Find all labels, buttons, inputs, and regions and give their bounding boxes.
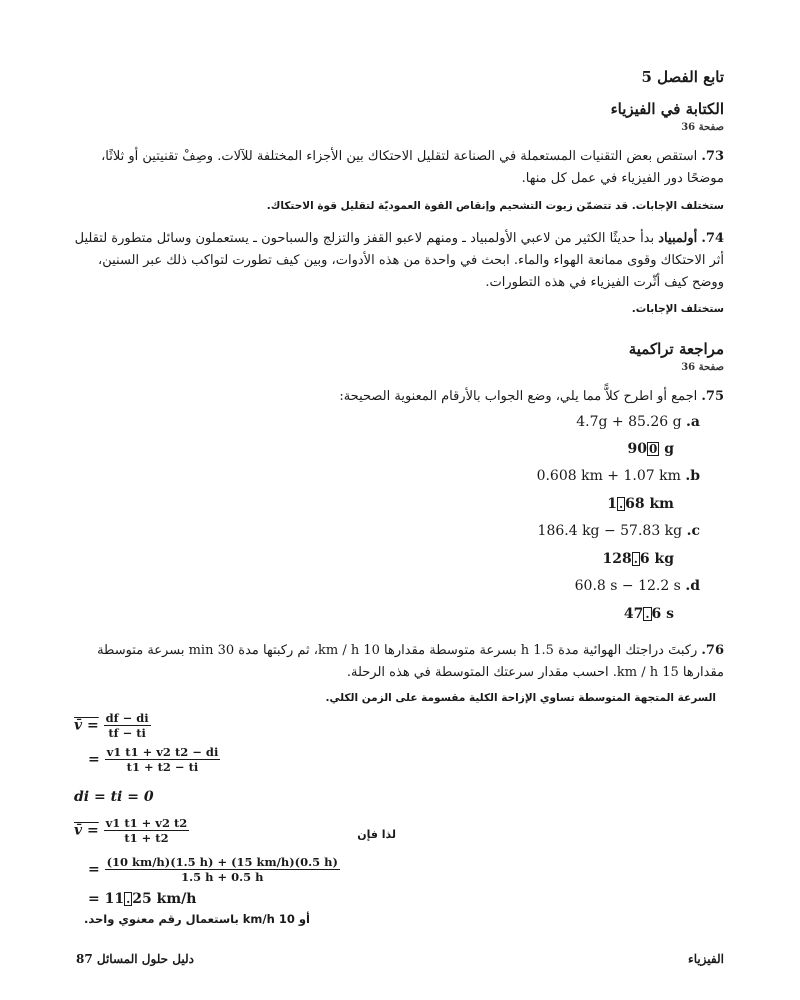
question-73 xyxy=(74,146,724,190)
part-b-expression: 0.608 km + 1.07 km .b xyxy=(536,468,700,484)
question-74 xyxy=(74,228,724,294)
so-label: لذا فإن xyxy=(357,828,396,841)
footer-subject: الفيزياء xyxy=(688,952,724,966)
part-d-expression: 60.8 s − 12.2 s .d xyxy=(574,578,700,594)
question-lead: أولمبياد xyxy=(658,231,698,246)
part-a-result: 90 0 g xyxy=(627,441,674,457)
part-c-expression: 186.4 kg − 57.83 kg .c xyxy=(537,523,700,539)
equation-2: = $\frac{v1 t1 + v2 t2 - di}{t1 + t2 - ti}$ xyxy=(88,745,219,774)
question-text: استقص بعض التقنيات المستعملة في الصناعة لتقليل الاحتكاك بين الأجزاء المختلفة للآلات. وصِفْ تقنيتين أو ثلاثًا، موضحًا دور الفيزياء في عمل كل منها. xyxy=(101,149,724,186)
part-b-result: 1 . 68 km xyxy=(607,496,674,512)
equation-6: = 11 . 25 km/h xyxy=(88,891,197,907)
page-ref-writing: صفحة 36 xyxy=(681,122,724,133)
question-number: 75. xyxy=(701,389,724,404)
question-text: ركبتَ دراجتك الهوائية مدة 1.5 h بسرعة متوسطة مقدارها 10 km / h، ثم ركبتها مدة 30 min بسرعة متوسطة مقدارها 15 km / h. احسب مقدار سرعتك المتوسطة في هذه الرحلة. xyxy=(97,643,724,680)
equation-5: = $\frac{(10 km/h)(1.5 h) + (15 km/h)(0.5 h)}{1.5 h + 0.5 h}$ xyxy=(88,855,338,884)
question-number: 73. xyxy=(701,149,724,164)
equation-1: v̄ = $\frac{df - di}{tf - ti}$ xyxy=(74,711,149,740)
chapter-header: تابع الفصل 5 xyxy=(641,68,724,86)
question-76 xyxy=(74,640,724,684)
answer-76-intro: السرعة المتجهة المتوسطة تساوي الإزاحة الكلية مقسومة على الزمن الكلي. xyxy=(325,692,716,704)
equation-4: v̄ = $\frac{v1 t1 + v2 t2}{t1 + t2}$ xyxy=(74,816,188,845)
answer-73: ستختلف الإجابات. قد تتضمّن زيوت التشحيم وإنقاص القوة العموديّة لتقليل قوة الاحتكاك. xyxy=(266,200,724,212)
part-c-result: 128 . 6 kg xyxy=(602,551,674,567)
page-ref-review: صفحة 36 xyxy=(681,362,724,373)
part-a-expression: 4.7g + 85.26 g .a xyxy=(576,414,700,430)
question-text: بدأ حديثًا الكثير من لاعبي الأولمبياد ـ ومنهم لاعبو القفز والتزلج والسباحون ـ يستعملون وسائل متطورة لتقليل أثر الاحتكاك وقوى ممانعة الهواء والماء. ابحث في واحدة من هذه الأدوات، وبين كيف تطورت لتواكب ذلك عبر السنين، ووضح كيف أثّرت الفيزياء في هذه التطورات. xyxy=(74,231,724,290)
question-text: اجمع أو اطرح كلاًّ مما يلي، وضع الجواب بالأرقام المعنوية الصحيحة: xyxy=(339,389,698,404)
equation-3: di = ti = 0 xyxy=(74,789,154,805)
answer-74: ستختلف الإجابات. xyxy=(631,303,724,315)
question-number: 76. xyxy=(701,643,724,658)
section-title-writing: الكتابة في الفيزياء xyxy=(610,100,724,118)
question-number: 74. xyxy=(701,231,724,246)
question-75 xyxy=(74,386,724,408)
footer-page-label: دليل حلول المسائل 87 xyxy=(76,952,194,966)
final-note: أو 10 km/h باستعمال رقم معنوي واحد. xyxy=(84,912,310,926)
part-d-result: 47 . 6 s xyxy=(623,606,674,622)
section-title-review: مراجعة تراكمية xyxy=(628,340,724,358)
